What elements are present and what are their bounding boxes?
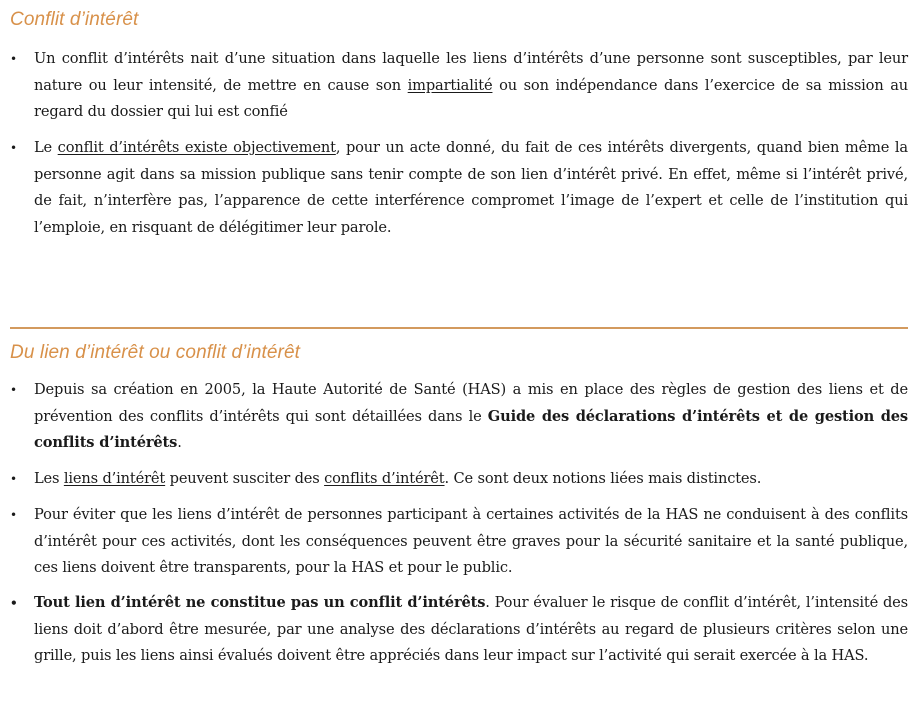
item-text: Les [34,470,64,487]
underlined-term: conflits d’intérêt [324,470,445,487]
bullet-icon: • [10,508,17,522]
underlined-term: conflit d’intérêts existe objectivement [57,139,336,156]
underlined-term: impartialité [407,76,493,94]
underlined-term: liens d’intérêt [63,470,166,487]
item-text: Pour éviter que les liens d’intérêt de personnes participant à certaines activités de la HAS ne conduisent à des conflits d’intérêt pour ces activités, dont les conséquences peuvent être graves pour la sécurité sanitaire et la santé publique, ces liens doivent être transparents, pour la HAS et pour le public. [34,506,908,576]
item-text: Le [34,139,58,156]
list-item [10,135,908,241]
item-text: ou son indépendance dans l’exercice de sa mission au regard du dossier qui lui est confié [34,76,908,120]
section-title-conflit: Conflit d’intérêt [10,9,139,30]
guide-title: Guide des déclarations d’intérêts et de gestion des conflits d’intérêts [34,407,908,451]
item-text: , pour un acte donné, du fait de ces intérêts divergents, quand bien même la personne agit dans sa mission publique sans tenir compte de son lien d’intérêt privé. En effet, même si l’intérêt privé, de fait, n’interfère pas, l’apparence de cette interférence compromet l’image de l’expert et celle de l’institution qui l’emploie, en risquant de délégitimer leur parole. [34,139,908,236]
key-statement: Tout lien d’intérêt ne constitue pas un conflit d’intérêts [34,594,486,611]
list-item [10,46,908,126]
item-text: . Pour évaluer le risque de conflit d’intérêt, l’intensité des liens doit d’abord être mesurée, par une analyse des déclarations d’intérêts au regard de plusieurs critères selon une grille, puis les liens ainsi évalués doivent être appréciés dans leur impact sur l’activité qui serait exercée à la HAS. [34,594,908,664]
list-item [10,377,908,457]
bullet-icon: • [10,383,17,397]
bullet-icon: • [10,141,17,155]
item-text: Un conflit d’intérêts nait d’une situation dans laquelle les liens d’intérêts d’une personne sont susceptibles, par leur nature ou leur intensité, de mettre en cause son [34,50,908,94]
item-text: . [177,434,182,451]
section-divider [10,327,908,329]
list-item [10,466,908,493]
item-text: Depuis sa création en 2005, la Haute Autorité de Santé (HAS) a mis en place des règles de gestion des liens et de prévention des conflits d’intérêts qui sont détaillées dans le [34,381,908,425]
list-item [10,590,908,670]
bullet-icon: • [10,596,18,610]
item-text: peuvent susciter des [165,470,325,487]
bullet-icon: • [10,472,17,486]
section-title-lien: Du lien d’intérêt ou conflit d’intérêt [10,342,301,363]
bullet-icon: • [10,52,17,66]
list-item [10,502,908,582]
item-text: . Ce sont deux notions liées mais distinctes. [444,470,762,487]
